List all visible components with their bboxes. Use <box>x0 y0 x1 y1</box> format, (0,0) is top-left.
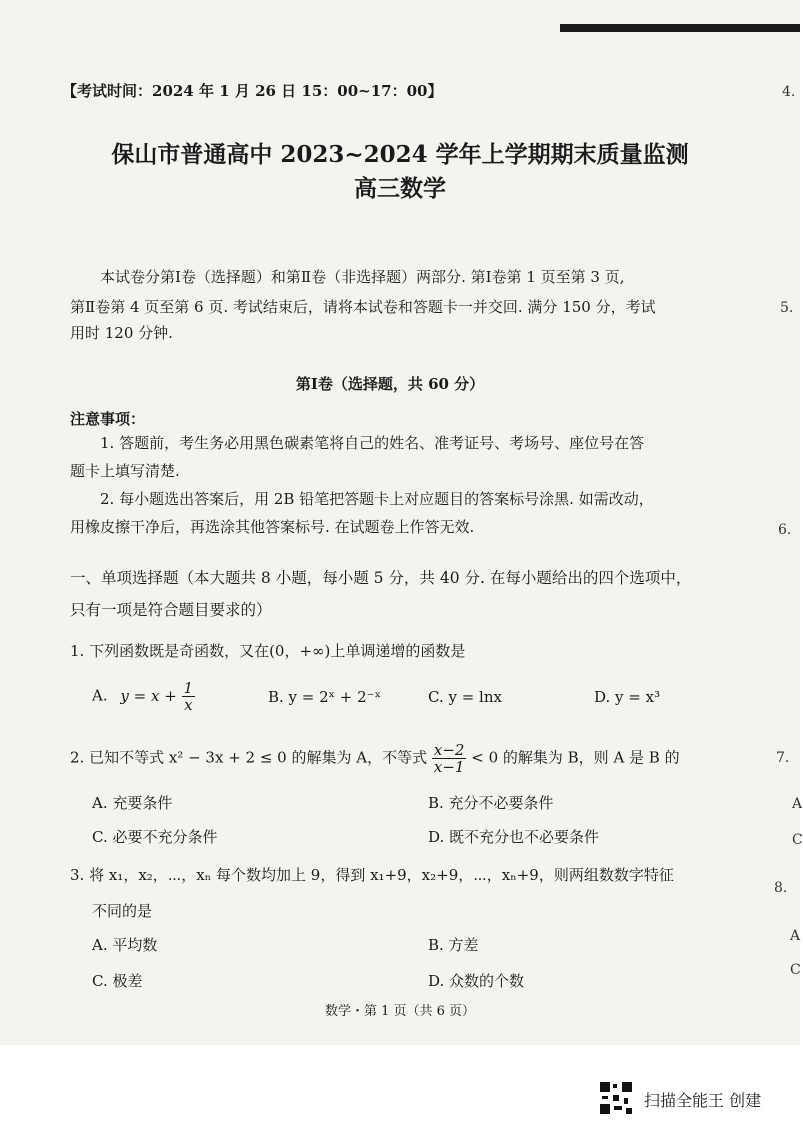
question-3-option-d: D. 众数的个数 <box>428 972 525 990</box>
question-2-stem <box>70 742 680 775</box>
section-heading: 第Ⅰ卷（选择题，共 60 分） <box>295 375 485 393</box>
next-page-q7: 7. <box>776 750 790 766</box>
question-3-option-a: A. 平均数 <box>92 936 158 954</box>
question-2-stem-a: 2. 已知不等式 x² − 3x + 2 ≤ 0 的解集为 A，不等式 <box>70 748 428 767</box>
question-1-option-a <box>92 680 195 713</box>
question-1-option-b: B. y = 2ˣ + 2⁻ˣ <box>268 688 381 706</box>
intro-line-2: 第Ⅱ卷第 4 页至第 6 页. 考试结束后，请将本试卷和答题卡一并交回. 满分 150 分，考试 <box>70 298 656 316</box>
question-2-fraction <box>432 742 467 775</box>
part1-heading-cont: 只有一项是符合题目要求的） <box>70 601 272 619</box>
question-3-option-b: B. 方差 <box>428 936 479 954</box>
qr-code-icon <box>598 1080 634 1116</box>
next-page-q6: 6. <box>778 522 792 538</box>
question-1-stem: 1. 下列函数既是奇函数，又在(0，+∞)上单调递增的函数是 <box>70 642 466 660</box>
exam-time: 【考试时间：2024 年 1 月 26 日 15：00~17：00】 <box>62 82 443 100</box>
question-1-option-d: D. y = x³ <box>594 688 661 706</box>
intro-line-1: 本试卷分第Ⅰ卷（选择题）和第Ⅱ卷（非选择题）两部分. 第Ⅰ卷第 1 页至第 3 页, <box>100 268 625 286</box>
question-2-option-c: C. 必要不充分条件 <box>92 828 218 846</box>
question-3-stem: 3. 将 x₁，x₂，⋯，xₙ 每个数均加上 9，得到 x₁+9，x₂+9，⋯，xₙ+9，则两组数数字特征 <box>70 866 674 884</box>
next-page-fragment: A <box>792 796 803 812</box>
note-2: 2. 每小题选出答案后，用 2B 铅笔把答题卡上对应题目的答案标号涂黑. 如需改动， <box>100 490 654 508</box>
exam-title: 保山市普通高中 2023~2024 学年上学期期末质量监测 <box>111 141 689 168</box>
note-2-cont: 用橡皮擦干净后，再选涂其他答案标号. 在试题卷上作答无效. <box>70 518 475 536</box>
part1-heading: 一、单项选择题（本大题共 8 小题，每小题 5 分，共 40 分. 在每小题给出的四个选项中， <box>70 569 692 587</box>
next-page-fragment: C <box>792 832 803 848</box>
note-1: 1. 答题前，考生务必用黑色碳素笔将自己的姓名、准考证号、考场号、座位号在答 <box>100 434 645 452</box>
next-page-q4: 4. <box>782 84 796 100</box>
question-3-stem-cont: 不同的是 <box>92 902 153 920</box>
question-2-option-a: A. 充要条件 <box>92 794 173 812</box>
page-footer: 数学・第 1 页（共 6 页） <box>324 1004 476 1019</box>
scanner-brand: 扫描全能王 创建 <box>644 1091 762 1110</box>
option-a-fraction <box>182 680 196 713</box>
intro-line-3: 用时 120 分钟. <box>70 324 173 342</box>
next-page-fragment: A <box>790 928 801 944</box>
next-page-q8: 8. <box>774 880 788 896</box>
question-3-option-c: C. 极差 <box>92 972 143 990</box>
option-a-label: A. <box>92 686 108 705</box>
page-edge-shadow <box>560 24 800 32</box>
fraction-numerator: 1 <box>183 679 194 697</box>
question-2-option-d: D. 既不充分也不必要条件 <box>428 828 600 846</box>
notes-heading: 注意事项： <box>70 410 146 428</box>
option-a-expr: y = x + <box>120 686 177 705</box>
next-page-q5: 5. <box>780 300 794 316</box>
fraction-numerator: x−2 <box>433 741 465 759</box>
exam-subject: 高三数学 <box>354 175 446 202</box>
question-1-option-c: C. y = lnx <box>428 688 502 706</box>
note-1-cont: 题卡上填写清楚. <box>70 462 180 480</box>
question-2-stem-b: < 0 的解集为 B，则 A 是 B 的 <box>471 748 680 767</box>
next-page-fragment: C <box>790 962 801 978</box>
fraction-denominator: x−1 <box>433 758 465 776</box>
question-2-option-b: B. 充分不必要条件 <box>428 794 554 812</box>
fraction-denominator: x <box>184 696 193 714</box>
